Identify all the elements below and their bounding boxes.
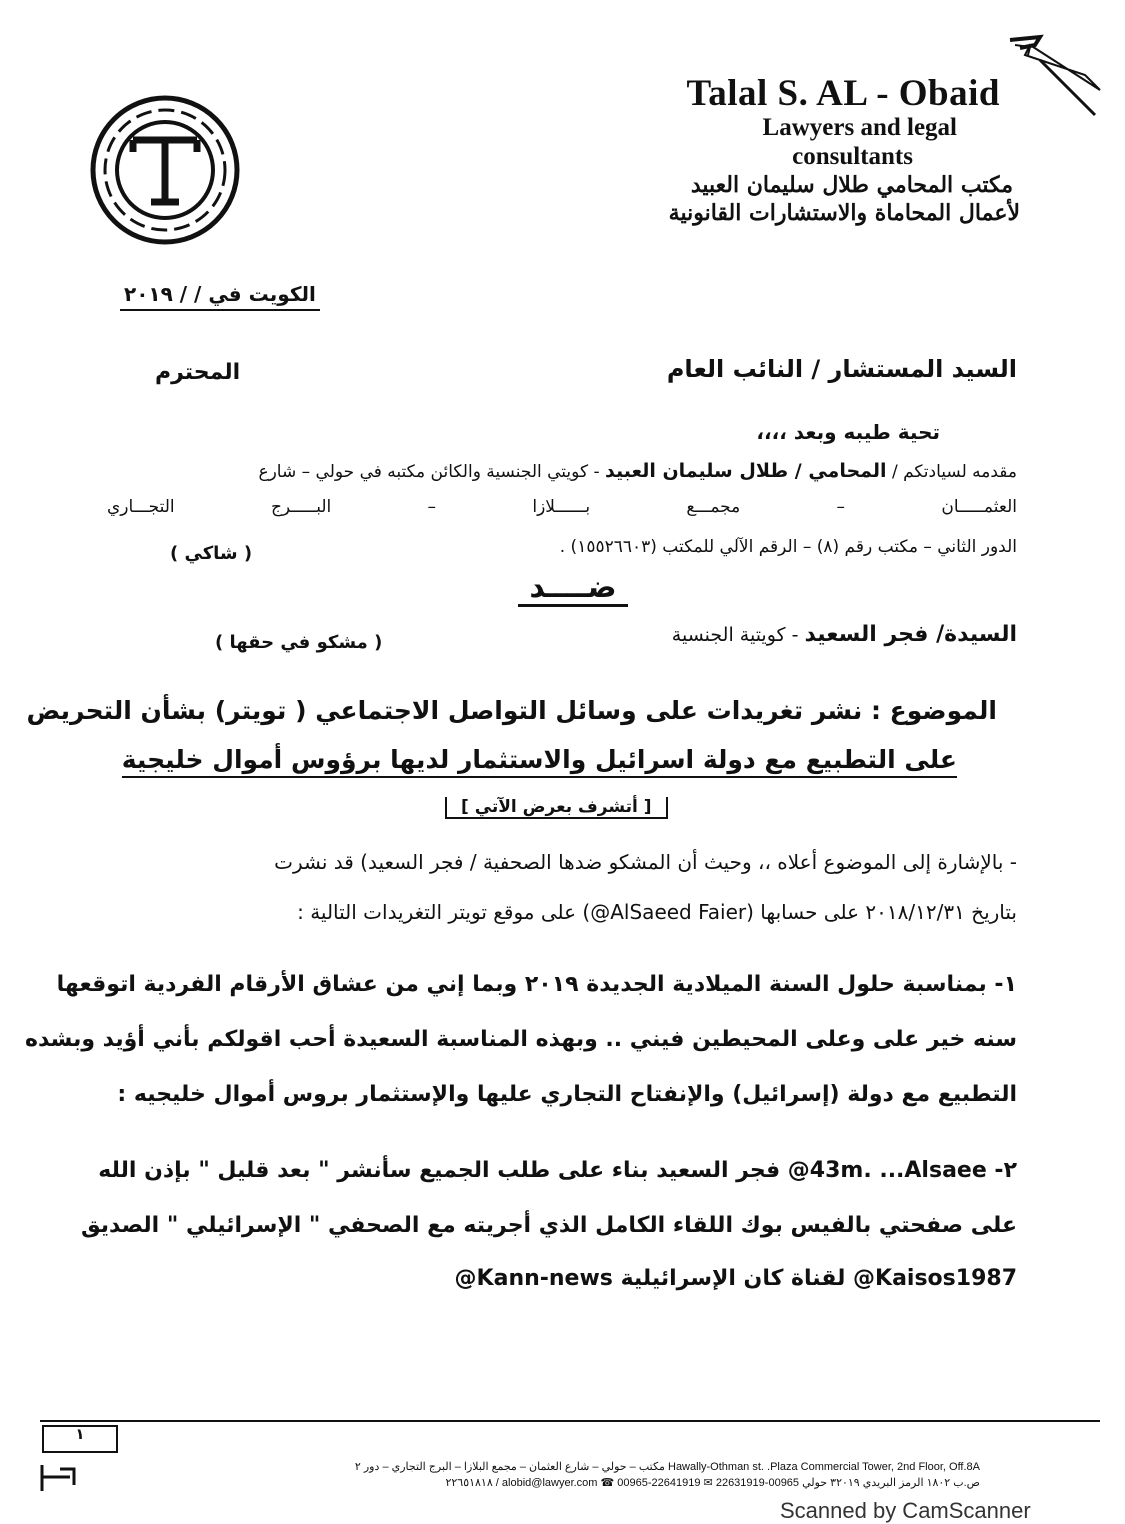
subject-line-1 [27,696,997,725]
tweet-2-line-3: Kaisos1987@ لقناة كان الإسرائيلية Kann-news@ [454,1266,1017,1291]
page-number: ١ [75,1425,85,1443]
complainant-line-1-rest: - كويتي الجنسية والكائن مكتبه في حولي – شارع [258,462,600,482]
defendant-nationality: - كويتية الجنسية [671,624,799,646]
scanner-watermark: Scanned by CamScanner [780,1498,1031,1523]
firm-name-english: Talal S. AL - Obaid [686,73,1000,114]
complainant-tag: ( شاكي ) [170,543,253,564]
defendant-tag: ( مشكو في حقها ) [215,632,383,653]
footer-divider [40,1420,1100,1422]
complainant-prefix: مقدمه لسيادتكم / [891,462,1017,482]
addressee: السيد المستشار / النائب العام [666,355,1017,383]
subject-label: الموضوع : [870,696,997,725]
complainant-line-2: العثمـــــان – مجمـــع بــــــلازا – البـــــرج التجـــاري [107,497,1017,517]
firm-subtitle-arabic: لأعمال المحاماة والاستشارات القانونية [668,200,1020,226]
firm-subtitle-english-1: Lawyers and legal [762,114,957,141]
complainant-name: المحامي / طلال سليمان العبيد [604,460,887,482]
tweet-1-line-1: ١- بمناسبة حلول السنة الميلادية الجديدة ٢٠١٩ وبما إني من عشاق الأرقام الفردية اتوقعها [56,972,1017,997]
complainant-line-3: الدور الثاني – مكتب رقم (٨) – الرقم الآلي للمكتب (١٥٥٢٦٦٠٣) . [559,537,1017,557]
pen-scratch-mark [1000,15,1110,125]
tweet-2-line-2: على صفحتي بالفيس بوك اللقاء الكامل الذي أجريته مع الصحفي " الإسرائيلي " الصديق [80,1213,1017,1238]
tweet-2-line-1: ٢- 43m. ...Alsaee@ فجر السعيد بناء على طلب الجميع سأنشر " بعد قليل " بإذن الله [98,1158,1017,1183]
complainant-line-1 [258,460,1017,482]
footer-address: Hawally-Othman st. .Plaza Commercial Tower, 2nd Floor, Off.8A مكتب – حولي – شارع العثمان – مجمع البلازا – البرج التجاري – دور ٢ [354,1461,980,1473]
subject-line-2: على التطبيع مع دولة اسرائيل والاستثمار لديها برؤوس أموال خليجية [122,745,957,778]
against-heading: ضــــد [518,572,628,607]
respected-salutation: المحترم [155,360,241,385]
corner-stamp-mark [40,1463,80,1493]
honored-heading: [ أتشرف بعرض الآتي ] [445,797,668,819]
paragraph-line-1: - بالإشارة إلى الموضوع أعلاه ،، وحيث أن المشكو ضدها الصحفية / فجر السعيد) قد نشرت [274,850,1017,874]
date-line: الكويت في / / ٢٠١٩ [120,282,320,311]
tweet-1-line-3: التطبيع مع دولة (إسرائيل) والإنفتاح التجاري عليها والإستثمار بروس أموال خليجيه : [117,1082,1017,1107]
firm-name-arabic: مكتب المحامي طلال سليمان العبيد [690,172,1013,198]
paragraph-line-2: بتاريخ ٢٠١٨/١٢/٣١ على حسابها (AlSaeed Faier@) على موقع تويتر التغريدات التالية : [297,900,1017,924]
defendant-line [672,622,1017,647]
defendant-name: السيدة/ فجر السعيد [804,622,1017,647]
subject-text-1: نشر تغريدات على وسائل التواصل الاجتماعي ( تويتر) بشأن التحريض [26,696,863,725]
tweet-1-line-2: سنه خير على وعلى المحيطين فيني .. وبهذه المناسبة السعيدة أحب اقولكم بأني أؤيد وبشده [24,1027,1017,1052]
greeting: تحية طيبه وبعد ،،،، [756,420,940,444]
firm-subtitle-english-2: consultants [792,143,913,170]
circle-T-monogram-logo [85,90,245,250]
footer-contact: ص.ب ١٨٠٢ الرمز البريدي ٣٢٠١٩ حولي 00965-22631919 ✉ alobid@lawyer.com ☎ 00965-22641919 / ٢٢٦٥١٨١٨ [445,1477,980,1489]
